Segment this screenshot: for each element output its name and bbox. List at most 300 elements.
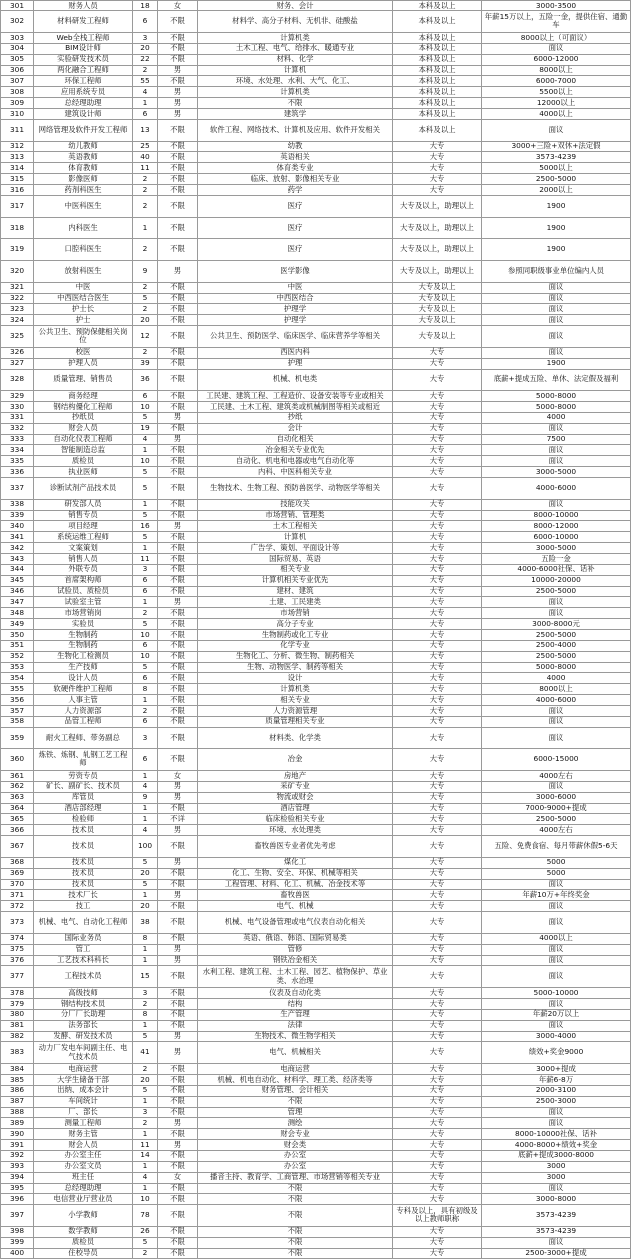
cell-salary: 面议 [482,879,631,889]
cell-row-number: 342 [0,543,34,553]
table-row [0,510,631,521]
cell-salary: 面议 [482,1020,631,1030]
cell-headcount: 1 [133,597,158,607]
table-row [0,771,631,782]
cell-major-requirement: 财会专业 [198,1129,393,1139]
cell-salary: 4000 [482,673,631,683]
cell-salary: 2500-5000 [482,174,631,184]
cell-education-requirement: 大专 [393,445,482,455]
cell-row-number: 344 [0,564,34,574]
cell-headcount: 8 [133,933,158,943]
cell-row-number: 349 [0,619,34,629]
table-row [0,825,631,836]
cell-row-number: 306 [0,65,34,75]
cell-gender: 不限 [158,1074,198,1084]
cell-headcount: 1 [133,1096,158,1106]
cell-education-requirement: 大专 [393,391,482,401]
cell-major-requirement: 结构 [198,999,393,1009]
table-row [0,163,631,174]
cell-job-title: 大学生储备干部 [34,1074,133,1084]
cell-row-number: 355 [0,684,34,694]
cell-row-number: 307 [0,76,34,86]
cell-row-number: 371 [0,890,34,900]
table-row [0,944,631,955]
cell-major-requirement: 冶金相关专业优先 [198,445,393,455]
cell-job-title: 英语教师 [34,152,133,162]
cell-salary: 6000-7000 [482,76,631,86]
table-row [0,358,631,369]
cell-gender: 男 [158,1140,198,1150]
cell-education-requirement: 大专 [393,1172,482,1182]
cell-major-requirement: 生物技术、生物工程、预防兽医学、动物医学等相关 [198,478,393,499]
cell-education-requirement: 大专 [393,597,482,607]
cell-job-title: 体育教师 [34,163,133,173]
cell-headcount: 3 [133,988,158,998]
cell-education-requirement: 大专 [393,825,482,835]
cell-row-number: 313 [0,152,34,162]
table-row [0,402,631,413]
table-row [0,499,631,510]
cell-major-requirement: 管理 [198,1107,393,1117]
table-row [0,109,631,120]
cell-job-title: 销售专员 [34,510,133,520]
table-row [0,1237,631,1248]
table-row [0,87,631,98]
table-row [0,260,631,282]
cell-job-title: 分厂厂长助理 [34,1009,133,1019]
cell-gender: 不限 [158,445,198,455]
cell-headcount: 4 [133,825,158,835]
cell-row-number: 367 [0,836,34,857]
cell-salary: 3000-3500 [482,1,631,10]
cell-gender: 不限 [158,999,198,1009]
cell-gender: 不限 [158,575,198,585]
cell-education-requirement: 本科及以上 [393,65,482,75]
cell-education-requirement: 大专 [393,662,482,672]
cell-headcount: 4 [133,1172,158,1182]
cell-salary: 面议 [482,901,631,911]
cell-job-title: 财务主管 [34,1129,133,1139]
cell-job-title: 技术厂长 [34,890,133,900]
cell-education-requirement: 大专 [393,467,482,477]
cell-education-requirement: 大专 [393,1248,482,1258]
cell-gender: 不限 [158,76,198,86]
cell-salary: 年薪15万以上，五险一金，提供住宿、通勤车 [482,11,631,32]
cell-salary: 5000 [482,857,631,867]
cell-salary: 4000-6000 [482,695,631,705]
cell-major-requirement: 临床检验相关专业 [198,814,393,824]
cell-headcount: 5 [133,467,158,477]
cell-major-requirement: 幼教 [198,141,393,151]
cell-job-title: 研发部人员 [34,499,133,509]
cell-salary: 1900 [482,358,631,368]
cell-gender: 不限 [158,716,198,726]
table-row [0,1205,631,1227]
cell-row-number: 320 [0,260,34,281]
cell-gender: 不限 [158,1107,198,1117]
cell-gender: 不限 [158,640,198,650]
cell-salary: 5000-10000 [482,988,631,998]
cell-row-number: 335 [0,456,34,466]
cell-gender: 男 [158,434,198,444]
cell-education-requirement: 大专 [393,803,482,813]
cell-gender: 男 [158,87,198,97]
table-row [0,640,631,651]
cell-row-number: 393 [0,1161,34,1171]
table-row [0,586,631,597]
cell-headcount: 1 [133,1161,158,1171]
cell-job-title: 智能制造总监 [34,445,133,455]
cell-salary: 年薪6-8万 [482,1074,631,1084]
cell-job-title: 质检员 [34,1237,133,1247]
cell-salary: 面议 [482,727,631,748]
cell-education-requirement: 大专及以上 [393,326,482,347]
cell-education-requirement: 大专 [393,640,482,650]
cell-gender: 男 [158,944,198,954]
cell-row-number: 384 [0,1064,34,1074]
cell-gender: 不限 [158,564,198,574]
cell-job-title: 建筑设计师 [34,109,133,119]
cell-salary: 面议 [482,445,631,455]
cell-gender: 不限 [158,293,198,303]
cell-row-number: 334 [0,445,34,455]
cell-salary: 3000 [482,1161,631,1171]
cell-row-number: 398 [0,1226,34,1236]
cell-gender: 不限 [158,608,198,618]
cell-education-requirement: 大专 [393,456,482,466]
cell-row-number: 382 [0,1031,34,1041]
cell-job-title: 数学教师 [34,1226,133,1236]
cell-job-title: 环保工程师 [34,76,133,86]
cell-job-title: 财会人员 [34,1140,133,1150]
cell-job-title: 财务人员 [34,1,133,10]
cell-headcount: 25 [133,141,158,151]
cell-education-requirement: 大专 [393,999,482,1009]
cell-headcount: 78 [133,1205,158,1226]
cell-job-title: 技术员 [34,836,133,857]
table-row [0,966,631,988]
cell-major-requirement: 化学专业 [198,640,393,650]
cell-job-title: 库管员 [34,792,133,802]
cell-row-number: 374 [0,933,34,943]
cell-job-title: 护士长 [34,304,133,314]
table-row [0,54,631,65]
cell-gender: 不限 [158,54,198,64]
cell-job-title: 外联专员 [34,564,133,574]
cell-education-requirement: 大专 [393,901,482,911]
cell-headcount: 20 [133,315,158,325]
cell-job-title: 电信营业厅营业员 [34,1194,133,1204]
cell-education-requirement: 大专 [393,1064,482,1074]
table-row [0,326,631,348]
cell-education-requirement: 大专 [393,966,482,987]
table-row [0,195,631,217]
cell-headcount: 4 [133,87,158,97]
cell-job-title: 钢结构技术员 [34,999,133,1009]
cell-gender: 不限 [158,510,198,520]
cell-education-requirement: 大专 [393,478,482,499]
cell-major-requirement: 环境、水处理类 [198,825,393,835]
cell-major-requirement: 办公室 [198,1161,393,1171]
cell-row-number: 375 [0,944,34,954]
cell-salary: 7500 [482,434,631,444]
table-row [0,152,631,163]
table-row [0,1161,631,1172]
cell-education-requirement: 大专 [393,879,482,889]
cell-gender: 不限 [158,684,198,694]
cell-education-requirement: 大专 [393,423,482,433]
cell-gender: 不限 [158,988,198,998]
cell-headcount: 15 [133,966,158,987]
cell-job-title: 市场营销岗 [34,608,133,618]
cell-gender: 不限 [158,651,198,661]
cell-headcount: 3 [133,727,158,748]
cell-education-requirement: 大专 [393,868,482,878]
cell-education-requirement: 本科及以上 [393,33,482,43]
cell-major-requirement: 法律 [198,1020,393,1030]
cell-major-requirement: 机械、机电类 [198,369,393,390]
cell-job-title: 矿长、副矿长、技术员 [34,781,133,791]
cell-education-requirement: 大专 [393,532,482,542]
table-row [0,217,631,239]
cell-gender: 不限 [158,836,198,857]
table-row [0,955,631,966]
cell-education-requirement: 大专 [393,792,482,802]
cell-job-title: 技术员 [34,825,133,835]
cell-row-number: 345 [0,575,34,585]
cell-education-requirement: 大专及以上，助理以上 [393,260,482,281]
cell-row-number: 326 [0,347,34,357]
cell-major-requirement: 建筑学 [198,109,393,119]
cell-row-number: 363 [0,792,34,802]
cell-salary: 5000以上 [482,163,631,173]
cell-major-requirement: 自动化相关 [198,434,393,444]
table-row [0,1150,631,1161]
cell-major-requirement: 人力资源管理 [198,705,393,715]
cell-salary: 4000 [482,412,631,422]
cell-gender: 不限 [158,662,198,672]
cell-salary: 面议 [482,282,631,292]
cell-major-requirement: 西医内科 [198,347,393,357]
cell-job-title: 机械、电气、自动化工程师 [34,912,133,933]
cell-headcount: 1 [133,955,158,965]
cell-row-number: 339 [0,510,34,520]
table-row [0,716,631,727]
table-row [0,814,631,825]
cell-headcount: 2 [133,174,158,184]
cell-headcount: 1 [133,803,158,813]
cell-gender: 不限 [158,532,198,542]
cell-job-title: 护士 [34,315,133,325]
table-row [0,836,631,858]
cell-row-number: 397 [0,1205,34,1226]
cell-major-requirement: 仪表及自动化类 [198,988,393,998]
cell-salary: 3000-5000 [482,467,631,477]
cell-major-requirement: 机械、电气设备管理或电气仪表自动化相关 [198,912,393,933]
cell-education-requirement: 大专 [393,369,482,390]
cell-gender: 不限 [158,868,198,878]
cell-headcount: 20 [133,868,158,878]
cell-education-requirement: 专科及以上，具有初级及以上教师职称 [393,1205,482,1226]
cell-salary: 6000-12000 [482,54,631,64]
cell-job-title: 抄纸员 [34,412,133,422]
cell-headcount: 10 [133,651,158,661]
cell-job-title: 两化融合工程师 [34,65,133,75]
cell-gender: 不限 [158,141,198,151]
cell-education-requirement: 大专 [393,564,482,574]
cell-major-requirement: 医学影像 [198,260,393,281]
cell-gender: 不限 [158,1226,198,1236]
cell-job-title: 人事主管 [34,695,133,705]
cell-job-title: 酒店部经理 [34,803,133,813]
cell-headcount: 13 [133,119,158,140]
cell-headcount: 19 [133,423,158,433]
table-row [0,76,631,87]
cell-major-requirement: 市场营销、管理类 [198,510,393,520]
cell-job-title: 药剂科医生 [34,185,133,195]
cell-headcount: 4 [133,781,158,791]
cell-education-requirement: 大专 [393,771,482,781]
cell-education-requirement: 大专 [393,1150,482,1160]
cell-headcount: 11 [133,163,158,173]
cell-salary: 面议 [482,119,631,140]
cell-job-title: 内科医生 [34,217,133,238]
cell-salary: 2500-5000 [482,651,631,661]
cell-salary: 面议 [482,944,631,954]
cell-major-requirement: 畜牧兽医 [198,890,393,900]
cell-job-title: 检验师 [34,814,133,824]
cell-headcount: 22 [133,54,158,64]
cell-headcount: 11 [133,554,158,564]
cell-education-requirement: 大专 [393,955,482,965]
cell-row-number: 361 [0,771,34,781]
cell-row-number: 399 [0,1237,34,1247]
cell-headcount: 5 [133,1237,158,1247]
cell-gender: 不限 [158,912,198,933]
cell-education-requirement: 本科及以上 [393,1,482,10]
cell-headcount: 6 [133,11,158,32]
cell-row-number: 377 [0,966,34,987]
table-row [0,749,631,771]
cell-major-requirement: 护理学 [198,304,393,314]
cell-row-number: 364 [0,803,34,813]
cell-headcount: 1 [133,1183,158,1193]
cell-job-title: 劳资专员 [34,771,133,781]
cell-row-number: 366 [0,825,34,835]
cell-job-title: 文案策划 [34,543,133,553]
cell-row-number: 386 [0,1085,34,1095]
cell-salary: 8000以上 [482,65,631,75]
cell-job-title: 动力厂发电车间副主任、电气技术员 [34,1042,133,1063]
cell-major-requirement: 土建、工民建类 [198,597,393,607]
cell-row-number: 338 [0,499,34,509]
cell-major-requirement: 会计 [198,423,393,433]
table-row [0,434,631,445]
cell-education-requirement: 大专 [393,1031,482,1041]
cell-headcount: 4 [133,434,158,444]
cell-gender: 不限 [158,1248,198,1258]
cell-job-title: 钢结构優化工程师 [34,402,133,412]
cell-gender: 不限 [158,1064,198,1074]
cell-row-number: 302 [0,11,34,32]
cell-education-requirement: 大专 [393,543,482,553]
cell-row-number: 337 [0,478,34,499]
cell-headcount: 100 [133,836,158,857]
cell-salary: 面议 [482,999,631,1009]
cell-education-requirement: 大专 [393,608,482,618]
cell-row-number: 357 [0,705,34,715]
cell-job-title: 品管工程师 [34,716,133,726]
cell-gender: 不限 [158,1129,198,1139]
cell-headcount: 26 [133,1226,158,1236]
cell-major-requirement: 房地产 [198,771,393,781]
cell-row-number: 378 [0,988,34,998]
table-row [0,543,631,554]
table-row [0,185,631,196]
cell-headcount: 2 [133,304,158,314]
cell-job-title: 耐火工程师、带务副总 [34,727,133,748]
cell-job-title: 出纳、成本会计 [34,1085,133,1095]
cell-row-number: 303 [0,33,34,43]
cell-gender: 不限 [158,619,198,629]
cell-gender: 不限 [158,467,198,477]
cell-salary: 面议 [482,293,631,303]
cell-salary: 面议 [482,423,631,433]
cell-headcount: 1 [133,890,158,900]
cell-job-title: 国际业务员 [34,933,133,943]
cell-headcount: 10 [133,456,158,466]
cell-job-title: 质量管理、销售员 [34,369,133,390]
table-row [0,727,631,749]
cell-gender: 女 [158,771,198,781]
cell-education-requirement: 大专 [393,1009,482,1019]
cell-major-requirement: 财务管理、会计相关 [198,1085,393,1095]
cell-headcount: 9 [133,792,158,802]
table-row [0,803,631,814]
cell-gender: 男 [158,792,198,802]
cell-education-requirement: 大专 [393,890,482,900]
cell-salary: 3000-5000 [482,543,631,553]
cell-major-requirement: 测绘 [198,1118,393,1128]
cell-salary: 4000左右 [482,825,631,835]
cell-salary: 3000+三险+双休+法定假 [482,141,631,151]
cell-major-requirement: 英语、俄语、韩语、国际贸易类 [198,933,393,943]
cell-headcount: 5 [133,1031,158,1041]
table-row [0,282,631,293]
table-row [0,575,631,586]
cell-salary: 5000-8000 [482,662,631,672]
cell-row-number: 365 [0,814,34,824]
table-row [0,33,631,44]
cell-major-requirement: 管修 [198,944,393,954]
cell-row-number: 383 [0,1042,34,1063]
cell-major-requirement: 相关专业 [198,695,393,705]
cell-job-title: 实验员 [34,619,133,629]
cell-row-number: 301 [0,1,34,10]
cell-headcount: 5 [133,412,158,422]
cell-row-number: 372 [0,901,34,911]
cell-education-requirement: 大专 [393,857,482,867]
cell-salary: 3000-8000元 [482,619,631,629]
cell-job-title: 技术员 [34,868,133,878]
cell-job-title: 中医 [34,282,133,292]
cell-major-requirement: 财务、会计 [198,1,393,10]
cell-education-requirement: 大专 [393,358,482,368]
table-row [0,1172,631,1183]
table-row [0,423,631,434]
cell-gender: 不限 [158,217,198,238]
cell-gender: 不限 [158,456,198,466]
